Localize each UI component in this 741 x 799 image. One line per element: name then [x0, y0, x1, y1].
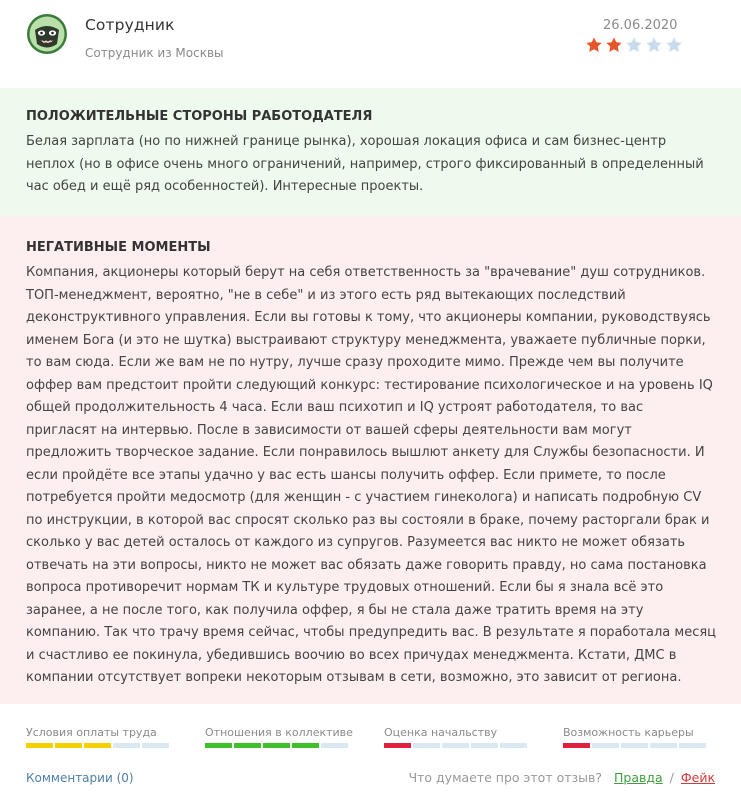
rating-career — [563, 726, 708, 748]
review-header — [0, 0, 741, 88]
rating-segment-empty — [113, 743, 140, 748]
star-empty-icon — [665, 36, 683, 54]
positive-section — [0, 88, 741, 216]
rating-segment-filled — [263, 743, 290, 748]
review-date: 26.06.2020 — [603, 18, 678, 33]
star-empty-icon — [645, 36, 663, 54]
author-name: Сотрудник — [85, 16, 175, 34]
feedback-separator: / — [669, 770, 674, 785]
feedback-question: Что думаете про этот отзыв? — [408, 770, 603, 785]
review-feedback — [409, 770, 715, 785]
rating-segment-empty — [679, 743, 706, 748]
author-location: Сотрудник из Москвы — [85, 46, 224, 60]
comments-link[interactable]: Комментарии (0) — [26, 771, 134, 785]
rating-segment-empty — [621, 743, 648, 748]
rating-segment-empty — [413, 743, 440, 748]
star-empty-icon — [625, 36, 643, 54]
positive-title: ПОЛОЖИТЕЛЬНЫЕ СТОРОНЫ РАБОТОДАТЕЛЯ — [26, 109, 373, 124]
star-filled-icon — [585, 36, 603, 54]
rating-segment-empty — [321, 743, 348, 748]
rating-segment-empty — [592, 743, 619, 748]
rating-segment-empty — [500, 743, 527, 748]
rating-segment-empty — [471, 743, 498, 748]
rating-bar — [384, 743, 529, 748]
negative-section — [0, 216, 741, 704]
rating-segment-filled — [55, 743, 82, 748]
rating-segment-filled — [84, 743, 111, 748]
fake-link[interactable]: Фейк — [680, 770, 715, 785]
rating-segment-filled — [563, 743, 590, 748]
rating-label: Условия оплаты труда — [26, 726, 157, 739]
negative-title: НЕГАТИВНЫЕ МОМЕНТЫ — [26, 240, 211, 255]
true-link[interactable]: Правда — [614, 770, 663, 785]
rating-segment-empty — [650, 743, 677, 748]
avatar-mask-icon — [26, 13, 68, 55]
rating-team — [205, 726, 353, 748]
negative-text: Компания, акционеры который берут на себя ответственность за "врачевание" душ сотрудников. ТОП-менеджмент, вероятно, "не в себе" и из этого есть ряд вытекающих последствий деконструктивного управления. Если вы готовы к тому, что акционеры компании, руководствуясь именем Бога (и это не шутка) выстраивают структуру менеджмента, уважаете публичные порки, то вам сюда. Если же вам не по нутру, лучше сразу проходите мимо. Прежде чем вы получите оффер вам предстоит пройти следующий конкурс: тестирование психологическое и на уровень IQ общей продолжительность 4 часа. Если ваш психотип и IQ устроят работодателя, то вас пригласят на интервью. После в зависимости от вашей сферы деятельности вам могут предложить творческое задание. Если понравилось вышлют анкету для Службы безопасности. И если пройдёте все этапы удачно у вас есть шансы получить оффер. Если примете, то после потребуется пройти медосмотр (для женщин - с участием гинеколога) и написать подробную CV по инструкции, в которой вас спросят сколько раз вы состояли в браке, почему расторгали брак и сколько у вас детей осталось от каждого из супругов. Разумеется вас никто не может обязать отвечать на эти вопросы, никто не может вас обязать даже говорить правду, но сама постановка вопроса противоречит нормам ТК и культуре трудовых отношений. Если бы я знала всё это заранее, а не после того, как получила оффер, я бы не стала даже тратить время на эту компанию. Так что трачу время сейчас, чтобы предупредить вас. В результате я поработала месяц и счастливо ее покинула, убедившись воочию во всех причудах менеджмента. Кстати, ДМС в компании отсутствует вопреки некоторым отзывам в сети, возможно, это зависит от региона. — [26, 265, 717, 685]
rating-segment-filled — [26, 743, 53, 748]
rating-segment-empty — [142, 743, 169, 748]
rating-label: Возможность карьеры — [563, 726, 694, 739]
star-rating — [585, 36, 683, 54]
rating-segment-filled — [234, 743, 261, 748]
rating-bar — [26, 743, 171, 748]
positive-text: Белая зарплата (но по нижней границе рынка), хорошая локация офиса и сам бизнес-центр неплох (но в офисе очень много ограничений, например, строго фиксированный в определенный час обед и ещё ряд особенностей). Интересные проекты. — [26, 134, 704, 194]
rating-segment-filled — [384, 743, 411, 748]
rating-management — [384, 726, 529, 748]
rating-pay — [26, 726, 171, 748]
rating-segment-filled — [292, 743, 319, 748]
rating-segment-filled — [205, 743, 232, 748]
rating-label: Отношения в коллективе — [205, 726, 353, 739]
star-filled-icon — [605, 36, 623, 54]
rating-bar — [563, 743, 708, 748]
rating-label: Оценка начальству — [384, 726, 498, 739]
rating-bar — [205, 743, 350, 748]
rating-segment-empty — [442, 743, 469, 748]
